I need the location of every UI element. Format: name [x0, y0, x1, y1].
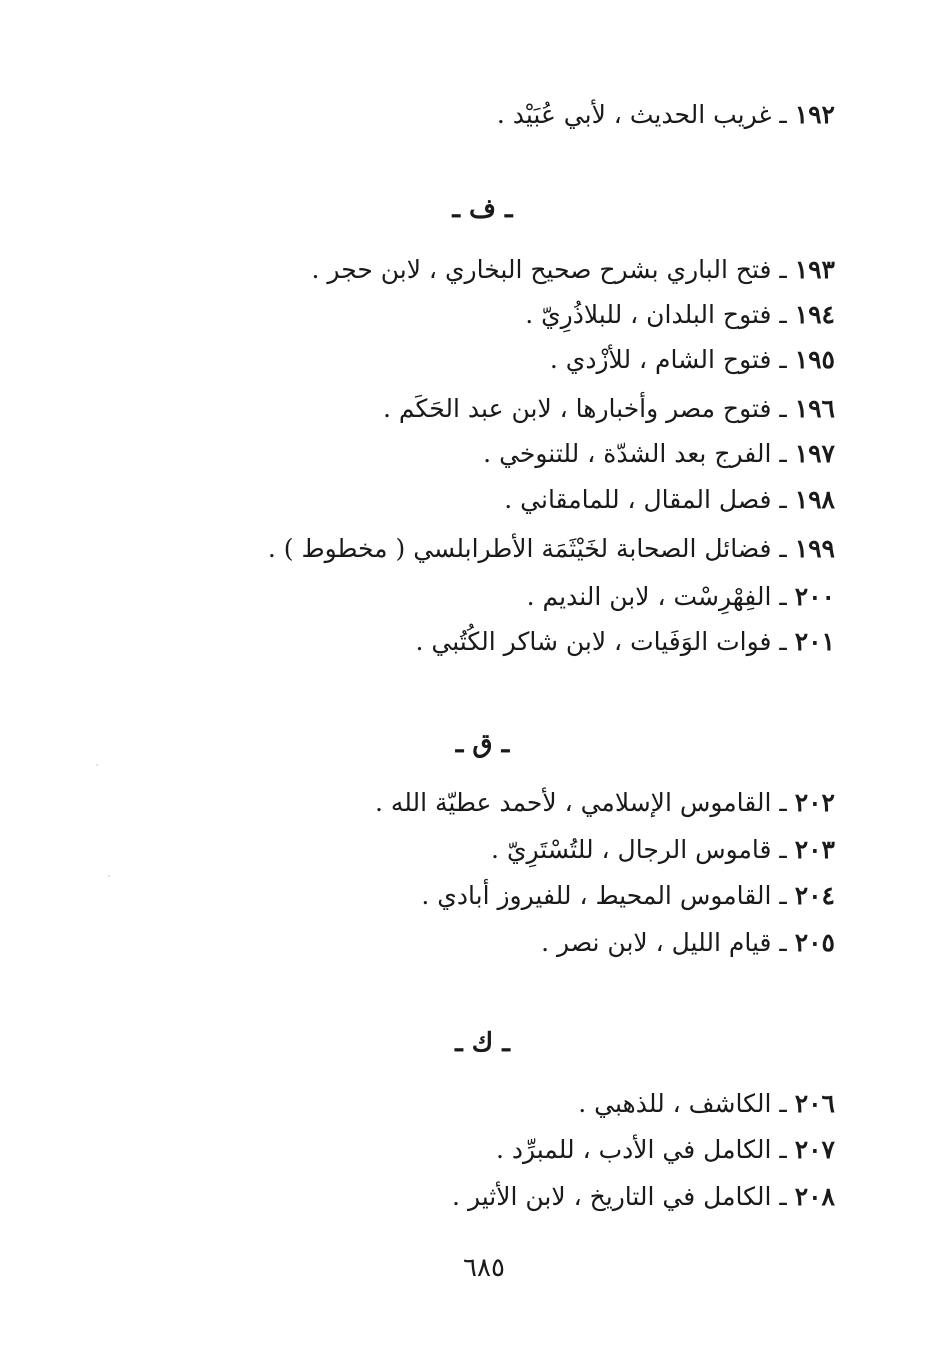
bibliography-entry	[525, 298, 835, 332]
bibliography-entry	[491, 833, 835, 867]
entry-text: ـ القاموس الإسلامي ، لأحمد عطيّة الله .	[374, 788, 795, 817]
entry-text: ـ فصل المقال ، للمامقاني .	[504, 485, 795, 514]
entry-number: ٢٠٧	[794, 1135, 835, 1164]
entry-text: ـ قيام الليل ، لابن نصر .	[541, 928, 795, 957]
entry-number: ٢٠٢	[794, 788, 835, 817]
entry-number: ٢٠٥	[794, 928, 835, 957]
bibliography-entry	[527, 580, 835, 614]
entry-text: ـ الفرج بعد الشدّة ، للتنوخي .	[483, 439, 795, 468]
entry-number: ١٩٦	[794, 394, 835, 423]
entry-text: ـ الكاشف ، للذهبي .	[578, 1089, 795, 1118]
entry-text: ـ القاموس المحيط ، للفيروز أبادي .	[421, 881, 795, 910]
entry-text: ـ الكامل في الأدب ، للمبرِّد .	[495, 1135, 795, 1164]
entry-number: ١٩٤	[794, 300, 835, 329]
entry-text: ـ الكامل في التاريخ ، لابن الأثير .	[452, 1182, 795, 1211]
entry-number: ٢٠٨	[794, 1182, 835, 1211]
bibliography-entry	[416, 625, 835, 659]
entry-text: ـ الفِهْرِسْت ، لابن النديم .	[526, 582, 795, 611]
bibliography-entry	[496, 1133, 835, 1167]
entry-number: ١٩٩	[794, 534, 835, 563]
scan-speck	[96, 764, 98, 766]
entry-number: ٢٠٣	[794, 835, 835, 864]
bibliography-entry	[541, 926, 835, 960]
bibliography-entry	[504, 483, 835, 517]
entry-number: ٢٠٠	[794, 582, 835, 611]
bibliography-entry	[497, 98, 835, 132]
entry-text: ـ فوات الوَفَيات ، لابن شاكر الكُتُبي .	[415, 627, 795, 656]
bibliography-entry	[268, 532, 835, 566]
page-number: ٦٨٥	[463, 1253, 505, 1283]
entry-text: ـ فتوح مصر وأخبارها ، لابن عبد الحَكَم .	[382, 394, 795, 423]
entry-number: ١٩٨	[794, 485, 835, 514]
entry-number: ١٩٥	[794, 345, 835, 374]
section-heading-fa: ـ ف ـ	[452, 194, 513, 224]
entry-number: ٢٠١	[794, 627, 835, 656]
entry-number: ٢٠٤	[794, 881, 835, 910]
entry-text: ـ فتح الباري بشرح صحيح البخاري ، لابن حجر .	[311, 255, 795, 284]
bibliography-entry	[452, 1180, 835, 1214]
entry-text: ـ قاموس الرجال ، للتُسْتَرِيّ .	[491, 835, 795, 864]
bibliography-entry	[550, 343, 835, 377]
bibliography-entry	[421, 879, 835, 913]
bibliography-entry	[312, 253, 835, 287]
entry-number: ٢٠٦	[794, 1089, 835, 1118]
entry-number: ١٩٢	[794, 100, 835, 129]
section-heading-kaf: ـ ك ـ	[455, 1028, 510, 1058]
bibliography-entry	[483, 437, 835, 471]
bibliography-entry	[578, 1087, 835, 1121]
entry-number: ١٩٣	[794, 255, 835, 284]
section-heading-qaf: ـ ق ـ	[455, 729, 510, 759]
entry-number: ١٩٧	[794, 439, 835, 468]
entry-text: ـ غريب الحديث ، لأبي عُبَيْد .	[496, 100, 795, 129]
entry-text: ـ فتوح البلدان ، للبلاذُرِيّ .	[525, 300, 795, 329]
bibliography-entry	[375, 786, 835, 820]
entry-text: ـ فضائل الصحابة لخَيْثَمَة الأطرابلسي ( مخطوط ) .	[267, 534, 795, 563]
bibliography-entry	[383, 392, 835, 426]
entry-text: ـ فتوح الشام ، للأزْدي .	[549, 345, 795, 374]
scan-speck	[108, 875, 110, 877]
